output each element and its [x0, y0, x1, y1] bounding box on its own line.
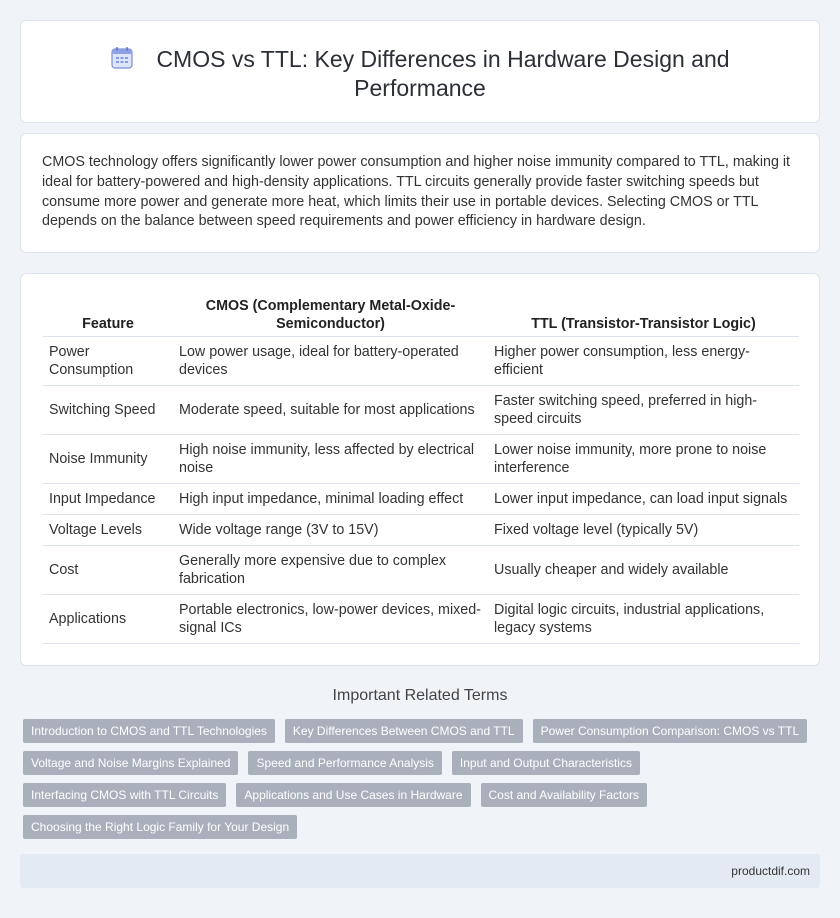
header-ttl: TTL (Transistor-Transistor Logic) — [488, 293, 799, 337]
calendar-icon — [110, 46, 134, 70]
related-tag[interactable]: Power Consumption Comparison: CMOS vs TTL — [533, 719, 808, 743]
table-row — [43, 337, 799, 386]
title-card — [20, 20, 820, 123]
page-title — [21, 45, 819, 103]
related-tag[interactable]: Input and Output Characteristics — [452, 751, 640, 775]
related-tag[interactable]: Voltage and Noise Margins Explained — [23, 751, 238, 775]
footer-site-link[interactable]: productdif.com — [731, 864, 810, 878]
related-terms-tags — [23, 719, 823, 847]
related-tag[interactable]: Cost and Availability Factors — [481, 783, 648, 807]
comparison-table — [43, 293, 799, 644]
related-terms-title: Important Related Terms — [332, 687, 508, 704]
cmos-cell: Low power usage, ideal for battery-operated devices — [173, 337, 488, 386]
table-header-row — [43, 293, 799, 337]
intro-card — [20, 133, 820, 253]
table-row — [43, 595, 799, 644]
related-tag[interactable]: Choosing the Right Logic Family for Your Design — [23, 815, 297, 839]
ttl-cell: Lower noise immunity, more prone to noise interference — [488, 435, 799, 484]
feature-cell: Voltage Levels — [43, 515, 173, 546]
related-tag[interactable]: Introduction to CMOS and TTL Technologies — [23, 719, 275, 743]
ttl-cell: Usually cheaper and widely available — [488, 546, 799, 595]
ttl-cell: Fixed voltage level (typically 5V) — [488, 515, 799, 546]
cmos-cell: Portable electronics, low-power devices, mixed-signal ICs — [173, 595, 488, 644]
cmos-cell: Generally more expensive due to complex fabrication — [173, 546, 488, 595]
feature-cell: Input Impedance — [43, 484, 173, 515]
related-tag[interactable]: Interfacing CMOS with TTL Circuits — [23, 783, 226, 807]
ttl-cell: Digital logic circuits, industrial applications, legacy systems — [488, 595, 799, 644]
header-cmos: CMOS (Complementary Metal-Oxide-Semiconductor) — [173, 293, 488, 337]
cmos-cell: Moderate speed, suitable for most applications — [173, 386, 488, 435]
table-row — [43, 546, 799, 595]
table-row — [43, 515, 799, 546]
intro-text: CMOS technology offers significantly lower power consumption and higher noise immunity compared to TTL, making it ideal for battery-powered and high-density applications. TTL circuits generally provide faster switching speeds but consume more power and generate more heat, which limits their use in portable devices. Selecting CMOS or TTL depends on the balance between speed requirements and power efficiency in hardware design. — [42, 154, 791, 230]
ttl-cell: Faster switching speed, preferred in high-speed circuits — [488, 386, 799, 435]
related-tag[interactable]: Key Differences Between CMOS and TTL — [285, 719, 523, 743]
footer — [20, 854, 820, 888]
feature-cell: Switching Speed — [43, 386, 173, 435]
cmos-cell: Wide voltage range (3V to 15V) — [173, 515, 488, 546]
feature-cell: Cost — [43, 546, 173, 595]
feature-cell: Power Consumption — [43, 337, 173, 386]
table-row — [43, 484, 799, 515]
ttl-cell: Higher power consumption, less energy-efficient — [488, 337, 799, 386]
related-tag[interactable]: Speed and Performance Analysis — [248, 751, 441, 775]
cmos-cell: High input impedance, minimal loading effect — [173, 484, 488, 515]
title-line-2: Performance — [354, 75, 486, 101]
comparison-table-card — [20, 273, 820, 666]
title-line-1: CMOS vs TTL: Key Differences in Hardware Design and — [156, 46, 730, 72]
cmos-cell: High noise immunity, less affected by electrical noise — [173, 435, 488, 484]
related-tag[interactable]: Applications and Use Cases in Hardware — [236, 783, 470, 807]
ttl-cell: Lower input impedance, can load input signals — [488, 484, 799, 515]
header-feature: Feature — [43, 293, 173, 337]
feature-cell: Applications — [43, 595, 173, 644]
feature-cell: Noise Immunity — [43, 435, 173, 484]
table-row — [43, 435, 799, 484]
table-row — [43, 386, 799, 435]
